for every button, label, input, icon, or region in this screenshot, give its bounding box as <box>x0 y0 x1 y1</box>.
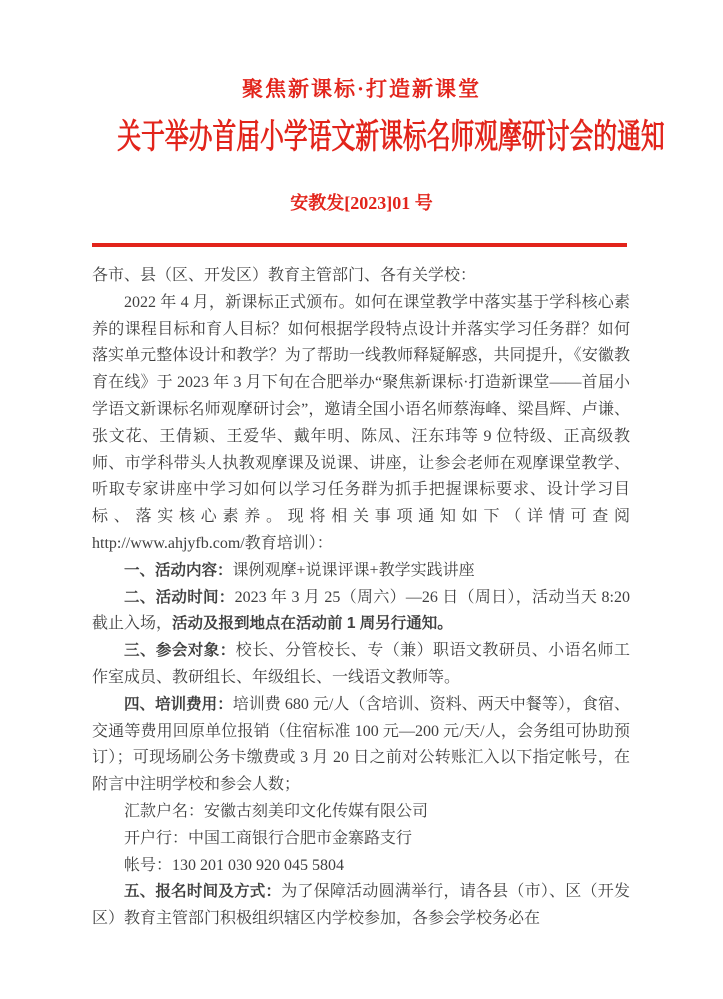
body-paragraph-10 <box>92 879 630 933</box>
text-segment-3-2: 课例观摩+说课评课+教学实践讲座 <box>232 561 475 579</box>
bold-text-segment-4-3: 活动及报到地点在活动前 1 周另行通知。 <box>172 615 453 633</box>
bold-text-segment-6-1: 四、培训费用： <box>124 695 233 713</box>
bold-text-segment-4-1: 二、活动时间： <box>124 588 235 606</box>
body-paragraph-9 <box>92 853 630 880</box>
text-segment-4-2: 2023 年 3 月 25（周六）—26 日（周日），活动当天 8:20 截止入场， <box>92 588 630 633</box>
body-paragraph-8 <box>92 826 630 853</box>
text-segment-8-1: 开户行：中国工商银行合肥市金寨路支行 <box>124 829 413 847</box>
body-paragraph-5 <box>92 638 630 692</box>
text-segment-7-1: 汇款户名：安徽古刻美印文化传媒有限公司 <box>124 802 429 820</box>
text-segment-5-2: 校长、分管校长、专（兼）职语文教研员、小语名师工作室成员、教研组长、年级组长、一线语文教师等。 <box>92 642 630 686</box>
body-paragraph-6 <box>92 692 630 799</box>
header-divider-rule <box>92 243 627 247</box>
document-title: 关于举办首届小学语文新课标名师观摩研讨会的通知 <box>117 118 665 156</box>
body-paragraph-7 <box>92 799 630 826</box>
text-segment-1-1: 各市、县（区、开发区）教育主管部门、各有关学校： <box>92 267 477 284</box>
body-paragraph-3 <box>92 558 630 585</box>
text-segment-9-1: 帐号：130 201 030 920 045 5804 <box>124 856 345 874</box>
text-segment-10-2: 为了保障活动圆满举行，请各县（市）、区（开发区）教育主管部门积极组织辖区内学校参加，各参会学校务必在 <box>92 883 630 928</box>
body-paragraph-1 <box>92 263 630 290</box>
bold-text-segment-3-1: 一、活动内容： <box>124 561 233 579</box>
body-paragraph-4 <box>92 585 630 639</box>
document-number: 安教发[2023]01 号 <box>290 193 433 213</box>
document-body <box>92 263 630 933</box>
document-kicker: 聚焦新课标·打造新课堂 <box>241 77 481 101</box>
text-segment-2-1: 2022 年 4 月，新课标正式颁布。如何在课堂教学中落实基于学科核心素养的课程目标和育人目标？如何根据学段特点设计并落实学习任务群？如何落实单元整体设计和教学？为了帮助一线教师释疑解惑，共同提升，《安徽教育在线》于 2023 年 3 月下旬在合肥举办“聚焦新课标·打造新课堂——首届小学语文新课标名师观摩研讨会”，邀请全国小语名师蔡海峰、梁昌辉、卢谦、张文花、王倩颖、王爱华、戴年明、陈凤、汪东玮等 9 位特级、正高级教师、市学科带头人执教观摩课及说课、讲座，让参会老师在观摩课堂教学、听取专家讲座中学习如何以学习任务群为抓手把握课标要求、设计学习目标、落实核心素养。现将相关事项通知如下（详情可查阅 http://www.ahjyfb.com/教育培训）： <box>92 293 630 552</box>
bold-text-segment-10-1: 五、报名时间及方式： <box>124 883 282 901</box>
bold-text-segment-5-1: 三、参会对象： <box>124 642 236 660</box>
document-title-row <box>0 116 723 165</box>
body-paragraph-2 <box>92 290 630 558</box>
text-segment-6-2: 培训费 680 元/人（含培训、资料、两天中餐等），食宿、交通等费用回原单位报销（住宿标准 100 元—200 元/天/人，会务组可协助预订）；可现场刷公务卡缴费或 3 月 20 日之前对公转账汇入以下指定帐号，在附言中注明学校和参会人数； <box>92 695 630 794</box>
